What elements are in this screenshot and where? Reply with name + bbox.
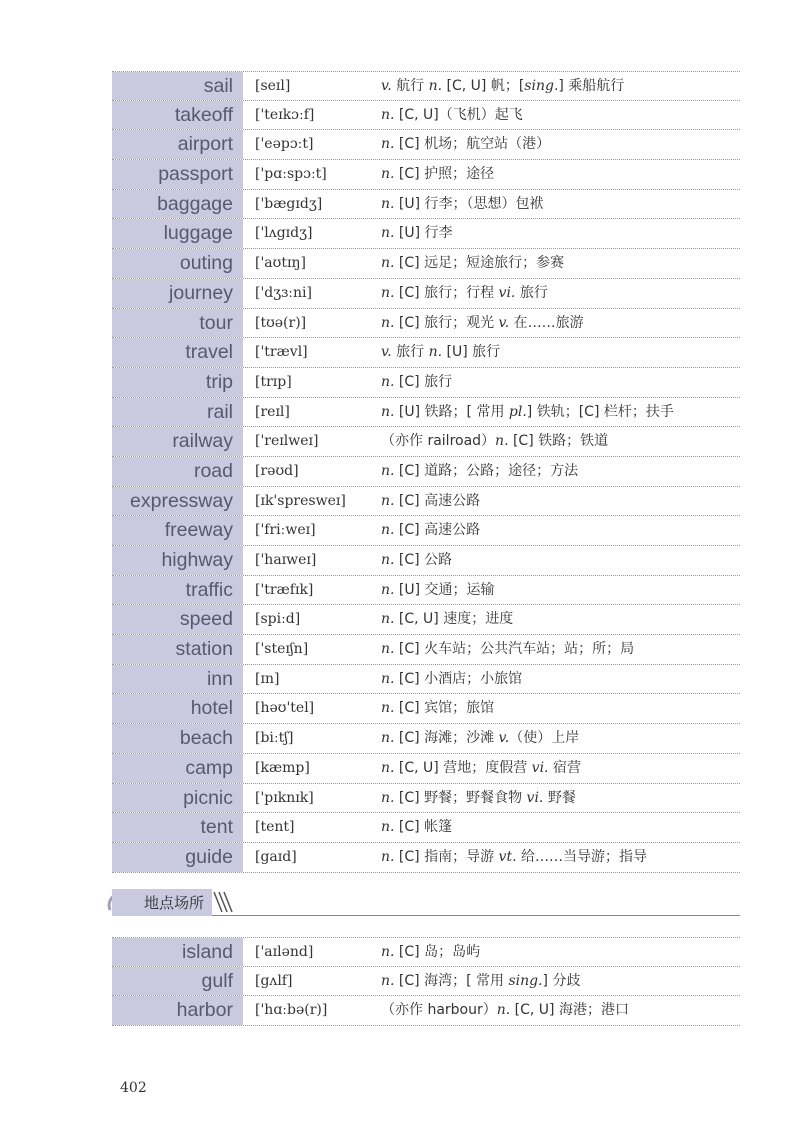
vocab-definition: [369, 694, 740, 723]
vocab-phonetic: ['træfɪk]: [255, 581, 314, 598]
definition-text: [C, U] 海港；港口: [510, 1002, 629, 1019]
vocab-row: [112, 937, 740, 967]
vocab-word: beach: [112, 724, 243, 753]
vocab-word: journey: [112, 279, 243, 308]
definition-text: [C] 旅行；行程: [394, 284, 499, 301]
vocab-phonetic: ['hɑːbə(r)]: [255, 1002, 328, 1019]
vocab-word: harbor: [112, 996, 243, 1025]
vocab-definition: [369, 130, 740, 159]
vocab-definition: [369, 219, 740, 248]
vocab-definition: [369, 605, 740, 634]
pos-label: n.: [381, 284, 395, 301]
vocab-phonetic: [gʌlf]: [255, 972, 293, 989]
vocab-row: [112, 784, 740, 814]
definition-text: （使）上岸: [509, 730, 580, 747]
vocab-word: rail: [112, 398, 243, 427]
definition-text: [C, U] 营地；度假营: [394, 759, 532, 776]
vocab-definition: [369, 457, 740, 486]
vocab-word: baggage: [112, 190, 243, 219]
pos-label: n.: [381, 255, 395, 272]
pos-label: n.: [381, 225, 395, 242]
definition-text: 给……当导游；指导: [516, 848, 647, 865]
vocab-word: railway: [112, 427, 243, 456]
vocab-definition: [369, 72, 740, 100]
vocab-row: [112, 71, 740, 101]
pos-label: n.: [381, 848, 395, 865]
vocab-definition: [369, 754, 740, 783]
definition-text: 旅行: [391, 344, 429, 361]
vocab-phonetic: ['pɑːspɔːt]: [255, 166, 327, 183]
vocab-row: [112, 635, 740, 665]
vocab-phonetic: [seɪl]: [255, 78, 291, 94]
vocab-row: [112, 279, 740, 309]
vocab-row: [112, 457, 740, 487]
vocab-phonetic: [trɪp]: [255, 373, 292, 390]
pos-label: vi.: [531, 759, 549, 776]
definition-text: [C] 旅行: [394, 373, 453, 390]
vocab-row: [112, 694, 740, 724]
vocab-word: luggage: [112, 219, 243, 248]
definition-text: [U] 行李: [394, 225, 453, 242]
vocab-definition: [369, 516, 740, 545]
vocab-definition: [369, 938, 740, 966]
vocab-definition: [369, 279, 740, 308]
pos-label: n.: [381, 581, 395, 598]
vocab-word: station: [112, 635, 243, 664]
vocab-word: road: [112, 457, 243, 486]
definition-text: [U] 行李；（思想）包袱: [394, 195, 544, 212]
vocab-word: tour: [112, 309, 243, 338]
vocab-row: [112, 487, 740, 517]
vocab-phonetic: ['friːweɪ]: [255, 522, 316, 539]
vocab-row: [112, 309, 740, 339]
vocab-definition: [369, 368, 740, 397]
vocab-word: takeoff: [112, 101, 243, 130]
definition-text: 旅行: [515, 284, 548, 301]
vocab-row: [112, 996, 740, 1026]
vocab-definition: [369, 665, 740, 694]
vocab-definition: [369, 160, 740, 189]
pos-label: n.: [381, 552, 395, 568]
vocab-definition: [369, 967, 740, 996]
vocab-phonetic: [biːtʃ]: [255, 730, 294, 747]
section-title: 地点场所: [112, 889, 212, 916]
definition-text: [C] 野餐；野餐食物: [394, 789, 527, 806]
definition-text: [C, U] 速度；进度: [394, 611, 514, 628]
vocab-row: [112, 160, 740, 190]
pos-label: n.: [381, 641, 395, 658]
definition-text: [C] 小酒店；小旅馆: [394, 670, 523, 687]
vocab-phonetic: ['reɪlweɪ]: [255, 433, 319, 450]
vocab-phonetic: [reɪl]: [255, 403, 290, 420]
vocab-table-places: [112, 937, 740, 1026]
pos-label: pl.: [508, 403, 527, 420]
definition-text: ] 铁轨；[C] 栏杆；扶手: [526, 403, 674, 420]
definition-text: ] 乘船航行: [558, 78, 625, 94]
vocab-word: airport: [112, 130, 243, 159]
pos-label: v.: [498, 730, 510, 747]
definition-text: [C] 指南；导游: [394, 848, 499, 865]
pos-label: n.: [381, 314, 395, 331]
pos-label: v.: [381, 78, 392, 94]
vocab-phonetic: ['teɪkɔːf]: [255, 106, 315, 123]
pos-label: n.: [381, 462, 395, 479]
vocab-word: passport: [112, 160, 243, 189]
definition-text: [C] 护照；途径: [394, 166, 495, 183]
vocab-word: camp: [112, 754, 243, 783]
vocab-row: [112, 190, 740, 220]
vocab-word: travel: [112, 338, 243, 367]
pos-label: vi.: [498, 284, 516, 301]
vocab-word: gulf: [112, 967, 243, 996]
pos-label: n.: [381, 522, 395, 539]
definition-text: [C] 铁路；铁道: [508, 433, 609, 450]
vocab-phonetic: [rəʊd]: [255, 462, 299, 479]
vocab-word: speed: [112, 605, 243, 634]
definition-text: [C] 海滩；沙滩: [394, 730, 499, 747]
vocab-word: sail: [112, 72, 243, 100]
vocab-row: [112, 398, 740, 428]
vocab-word: highway: [112, 546, 243, 575]
vocab-word: expressway: [112, 487, 243, 516]
vocab-definition: [369, 338, 740, 367]
pos-label: sing.: [508, 972, 543, 989]
vocab-row: [112, 724, 740, 754]
vocab-row: [112, 843, 740, 873]
vocab-phonetic: ['bægɪdʒ]: [255, 195, 323, 212]
pos-label: n.: [381, 373, 395, 390]
pos-label: vt.: [498, 848, 517, 865]
vocab-phonetic: [tʊə(r)]: [255, 314, 307, 331]
vocab-phonetic: [spiːd]: [255, 611, 301, 628]
definition-text: 在……旅游: [509, 314, 584, 331]
vocab-phonetic: [kæmp]: [255, 759, 310, 776]
definition-text: [C, U] 帆；[: [442, 78, 525, 94]
vocab-word: hotel: [112, 694, 243, 723]
vocab-phonetic: ['steɪʃn]: [255, 641, 309, 658]
section-header: [112, 888, 740, 920]
vocab-phonetic: [ɪn]: [255, 670, 280, 687]
definition-text: [C] 机场；航空站（港）: [394, 136, 551, 153]
vocab-definition: [369, 996, 740, 1025]
vocab-row: [112, 576, 740, 606]
vocab-word: tent: [112, 813, 243, 842]
vocab-definition: [369, 784, 740, 813]
pos-label: n.: [428, 78, 443, 94]
definition-text: [C] 海湾；[ 常用: [394, 972, 509, 989]
vocab-table-travel: [112, 71, 740, 873]
definition-text: [C] 道路；公路；途径；方法: [394, 462, 579, 479]
pos-label: n.: [495, 433, 509, 450]
pos-label: n.: [381, 819, 395, 836]
vocab-phonetic: ['haɪweɪ]: [255, 552, 317, 568]
pos-label: n.: [496, 1002, 511, 1019]
vocab-definition: [369, 101, 740, 130]
vocab-definition: [369, 724, 740, 753]
pos-label: n.: [381, 195, 395, 212]
vocab-definition: [369, 309, 740, 338]
vocab-row: [112, 338, 740, 368]
vocab-definition: [369, 427, 740, 456]
vocab-row: [112, 754, 740, 784]
vocab-definition: [369, 398, 740, 427]
pos-label: n.: [381, 730, 395, 747]
pos-label: n.: [381, 492, 395, 509]
vocab-row: [112, 605, 740, 635]
pos-label: n.: [381, 166, 395, 183]
definition-text: [C] 高速公路: [394, 522, 481, 539]
vocab-row: [112, 249, 740, 279]
pos-label: n.: [381, 972, 395, 989]
definition-text: [U] 铁路；[ 常用: [394, 403, 509, 420]
vocab-phonetic: [həʊ'tel]: [255, 700, 315, 717]
definition-text: [C] 岛；岛屿: [394, 944, 481, 960]
vocab-row: [112, 368, 740, 398]
definition-text: [C, U]（飞机）起飞: [394, 106, 523, 123]
pos-label: v.: [381, 344, 392, 361]
definition-text: [C] 帐篷: [394, 819, 453, 836]
vocab-definition: [369, 190, 740, 219]
vocab-row: [112, 967, 740, 997]
vocab-definition: [369, 487, 740, 516]
vocab-definition: [369, 635, 740, 664]
vocab-phonetic: ['dʒɜːni]: [255, 284, 312, 301]
section-badge: [112, 888, 234, 916]
pos-label: n.: [381, 789, 395, 806]
vocab-row: [112, 813, 740, 843]
vocab-phonetic: ['lʌgɪdʒ]: [255, 225, 313, 242]
pos-label: n.: [381, 944, 395, 960]
pos-label: n.: [381, 136, 395, 153]
vocab-row: [112, 130, 740, 160]
page-number: 402: [120, 1080, 147, 1096]
vocab-phonetic: ['pɪknɪk]: [255, 789, 314, 806]
pos-label: n.: [381, 611, 395, 628]
vocab-row: [112, 665, 740, 695]
pos-label: sing.: [524, 78, 559, 94]
vocab-phonetic: [tent]: [255, 819, 295, 836]
vocab-word: traffic: [112, 576, 243, 605]
pos-label: n.: [381, 759, 395, 776]
vocab-row: [112, 427, 740, 457]
vocab-word: inn: [112, 665, 243, 694]
vocab-phonetic: [gaɪd]: [255, 848, 297, 865]
pos-label: n.: [381, 106, 395, 123]
vocab-definition: [369, 843, 740, 872]
definition-text: 野餐: [543, 789, 576, 806]
vocab-phonetic: ['aʊtɪŋ]: [255, 255, 306, 272]
vocab-definition: [369, 249, 740, 278]
vocab-phonetic: ['eəpɔːt]: [255, 136, 314, 153]
pos-label: n.: [381, 670, 395, 687]
definition-text: [C] 远足；短途旅行；参赛: [394, 255, 565, 272]
vocab-phonetic: ['trævl]: [255, 344, 308, 361]
vocab-word: island: [112, 938, 243, 966]
definition-text: （亦作 harbour）: [381, 1002, 497, 1019]
pos-label: n.: [428, 344, 443, 361]
definition-text: [C] 宾馆；旅馆: [394, 700, 495, 717]
vocab-word: outing: [112, 249, 243, 278]
vocab-row: [112, 219, 740, 249]
pos-label: v.: [498, 314, 510, 331]
vocab-word: picnic: [112, 784, 243, 813]
definition-text: [U] 交通；运输: [394, 581, 495, 598]
pos-label: n.: [381, 700, 395, 717]
definition-text: 航行: [391, 78, 429, 94]
definition-text: 宿营: [548, 759, 581, 776]
definition-text: ] 分歧: [542, 972, 581, 989]
vocab-definition: [369, 576, 740, 605]
definition-text: [C] 火车站；公共汽车站；站；所；局: [394, 641, 635, 658]
definition-text: （亦作 railroad）: [381, 433, 496, 450]
vocab-phonetic: [ɪk'spresweɪ]: [255, 492, 346, 509]
vocab-row: [112, 516, 740, 546]
vocab-word: guide: [112, 843, 243, 872]
definition-text: [C] 高速公路: [394, 492, 481, 509]
pos-label: vi.: [526, 789, 544, 806]
vocab-definition: [369, 813, 740, 842]
vocab-word: freeway: [112, 516, 243, 545]
definition-text: [U] 旅行: [442, 344, 501, 361]
vocab-word: trip: [112, 368, 243, 397]
vocab-row: [112, 546, 740, 576]
vocab-phonetic: ['aɪlənd]: [255, 944, 314, 960]
definition-text: [C] 公路: [394, 552, 453, 568]
section-stripes-icon: [212, 890, 234, 914]
vocab-definition: [369, 546, 740, 575]
definition-text: [C] 旅行；观光: [394, 314, 499, 331]
vocab-row: [112, 101, 740, 131]
pos-label: n.: [381, 403, 395, 420]
